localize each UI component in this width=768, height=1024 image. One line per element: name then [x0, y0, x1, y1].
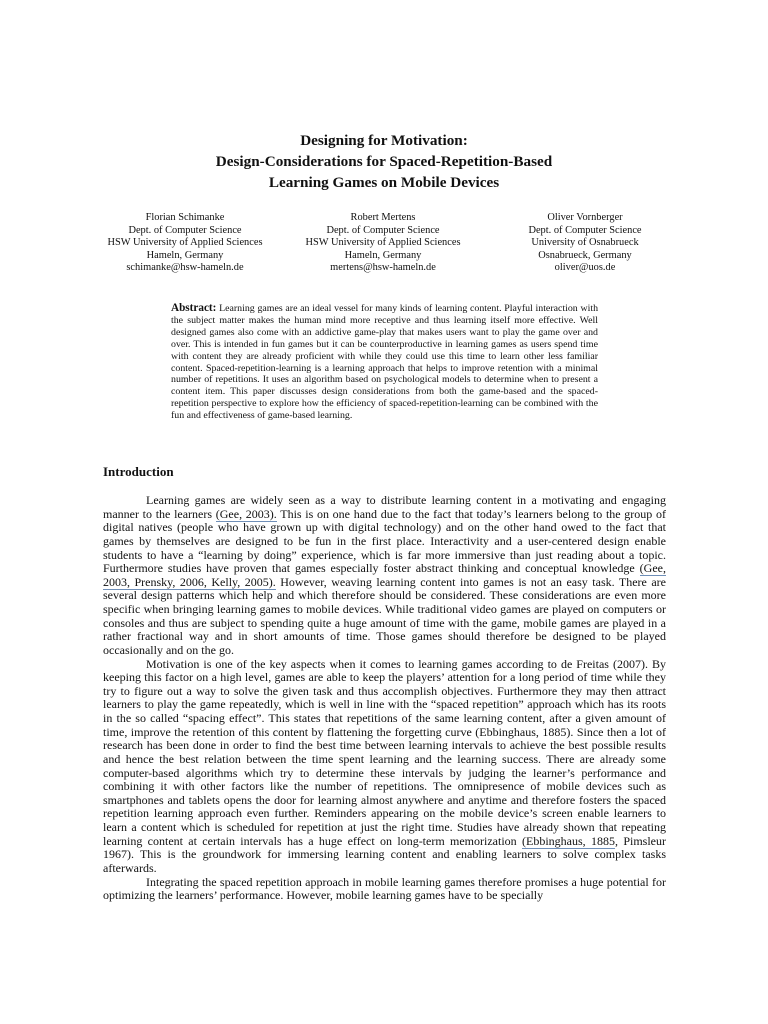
author-name: Robert Mertens: [350, 212, 416, 223]
paragraph-text: However, weaving learning content into games is not an easy task. There are several design patterns which help and which therefore should be considered. These considerations are even more specific when bringing learning games to mobile devices. While traditional video games are played on computers or consoles and thus are subject to spending quite a huge amount of time with the game, mobile games are played in a rather fractional way and in short amounts of time. Those games should therefore be designed to be played occasionally and on the go.: [103, 574, 667, 657]
title-line: Learning Games on Mobile Devices: [268, 174, 500, 191]
author-dept: Dept. of Computer Science: [128, 224, 242, 236]
section-heading-introduction: Introduction: [103, 464, 174, 479]
author-email: oliver@uos.de: [554, 262, 616, 274]
introduction-body: [103, 494, 666, 903]
author-block: [90, 212, 680, 282]
paper-title: [100, 130, 668, 193]
author-email: mertens@hsw-hameln.de: [330, 262, 436, 274]
citation-link[interactable]: (Gee, 2003, Prensky, 2006, Kelly, 2005).: [103, 561, 666, 589]
paragraph-text: Learning games are widely seen as a way to distribute learning content in a motivating and engaging manner to the learners: [103, 493, 666, 521]
paragraph-text: , Pimsleur 1967). This is the groundwork for immersing learning content and enabling learners to solve complex tasks afterwards.: [103, 833, 667, 875]
paragraph-text: This is on one hand due to the fact that today’s learners belong to the group of digital natives (people who have grown up with digital technology) and on the other hand owed to the fact that games by themselves are designed to be fun in the first place. Interactivity and a user-centered design enable students to have a “learning by doing” experience, which is far more immersive than just reading about a topic. Furthermore studies have proven that games especially foster abstract thinking and conceptual knowledge: [103, 506, 667, 576]
author-name: Florian Schimanke: [145, 212, 225, 223]
author-3: [490, 212, 680, 275]
author-location: Hameln, Germany: [344, 249, 422, 261]
author-location: Osnabrueck, Germany: [538, 249, 632, 261]
title-line: Designing for Motivation:: [300, 132, 468, 149]
paragraph: [103, 494, 666, 658]
author-institution: HSW University of Applied Sciences: [107, 237, 263, 249]
author-name: Oliver Vornberger: [547, 212, 623, 223]
abstract: [171, 303, 598, 422]
paragraph: Integrating the spaced repetition approach in mobile learning games therefore promises a huge potential for optimizing the learners’ performance. However, mobile learning games have to be specially: [103, 874, 666, 903]
abstract-label: Abstract:: [171, 302, 217, 314]
citation-link[interactable]: (Gee, 2003).: [215, 506, 277, 521]
author-2: [288, 212, 478, 275]
author-location: Hameln, Germany: [146, 249, 224, 261]
paragraph-text: Motivation is one of the key aspects when it comes to learning games according to de Freitas (2007). By keeping this factor on a high level, games are able to keep the players’ attention for a long period of time while they try to figure out a way to solve the given task and thus accomplish objectives. Furthermore they may then attract learners to play the game repeatedly, which is well in line with the “spaced repetition” approach which has its roots in the so called “spacing effect”. This states that repetitions of the same learning content, after a given amount of time, improve the retention of this content by flattening the forgetting curve (Ebbinghaus, 1885). Since then a lot of research has been done in order to find the best time between learning intervals to achieve the best possible results and hence the best relation between the time spent learning and the learning success. There are already some computer-based algorithms which try to determine these intervals by judging the learner’s performance and combining it with other factors like the number of repetitions. The omnipresence of mobile devices such as smartphones and tablets opens the door for learning almost anywhere and anytime and therefore fosters the spaced repetition learning approach even further. Reminders appearing on the mobile device’s screen enable learners to learn a content which is scheduled for repetition at just the right time. Studies have already shown that repeating learning content at certain intervals has a huge effect on long-term memorization: [103, 656, 666, 848]
abstract-text: Learning games are an ideal vessel for many kinds of learning content. Playful interaction with the subject matter makes the human mind more receptive and thus learning itself more effective. Well designed games also come with an addictive game-play that makes users want to play the game over and over. This is intended in fun games but it can be counterproductive in learning games as users spend time with content they are already proficient with while they could use this time to learn other less familiar content. Spaced-repetition-learning is a learning approach that helps to improve retention with a minimal number of repetitions. It uses an algorithm based on psychological models to determine when to present a content item. This paper discusses design considerations from both the game-based and the spaced-repetition perspective to explore how the efficiency of spaced-repetition-learning can be combined with the fun and effectiveness of game-based learning.: [171, 303, 599, 422]
author-dept: Dept. of Computer Science: [528, 224, 642, 236]
citation-link[interactable]: (Ebbinghaus, 1885: [522, 833, 615, 848]
paragraph: [103, 658, 666, 876]
author-email: schimanke@hsw-hameln.de: [126, 262, 244, 274]
author-1: [90, 212, 280, 275]
author-institution: University of Osnabrueck: [531, 237, 639, 249]
title-line: Design-Considerations for Spaced-Repetition-Based: [215, 153, 553, 170]
author-institution: HSW University of Applied Sciences: [305, 237, 461, 249]
author-dept: Dept. of Computer Science: [326, 224, 440, 236]
